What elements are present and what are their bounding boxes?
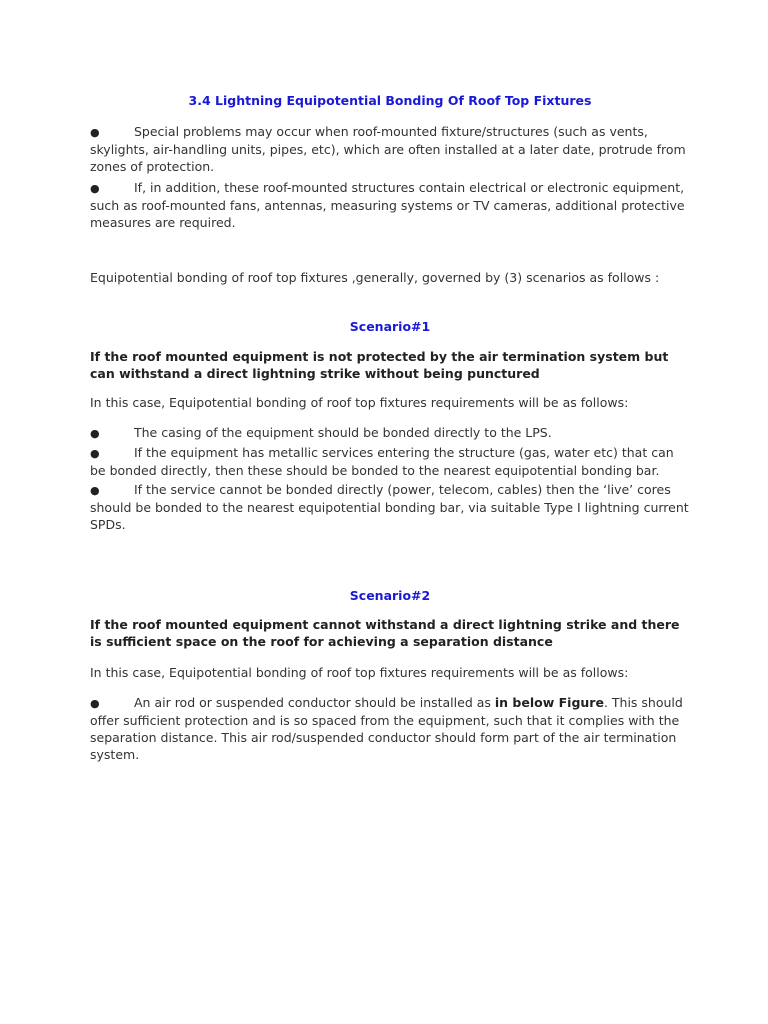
list-item (90, 444, 690, 479)
bullet-icon: ● (90, 182, 100, 195)
bullet-icon: ● (90, 427, 100, 440)
bullet-icon: ● (90, 126, 100, 139)
figure-reference: in below Figure (494, 695, 604, 710)
list-item (90, 123, 690, 175)
bullet-icon: ● (90, 484, 100, 497)
scenario-2-title: Scenario#2 (349, 588, 431, 603)
list-item (90, 424, 690, 442)
bullet-icon: ● (90, 697, 100, 710)
bullet-text: Special problems may occur when roof-mounted fixture/structures (such as vents, skylights, air-handling units, pipes, etc), which are often installed at a later date, protrude from zones of protection. (90, 124, 686, 174)
scenario-1-condition: If the roof mounted equipment is not protected by the air termination system but can withstand a direct lightning strike without being punctured (90, 349, 669, 381)
bullet-text: If the service cannot be bonded directly (power, telecom, cables) then the ‘live’ cores should be bonded to the nearest equipotential bonding bar, via suitable Type I lightning current SPDs. (90, 482, 689, 532)
bullet-text-start: An air rod or suspended conductor should be installed as (134, 695, 495, 710)
list-item (90, 179, 690, 231)
bullet-text: If the equipment has metallic services entering the structure (gas, water etc) that can be bonded directly, then these should be bonded to the nearest equipotential bonding bar. (90, 445, 674, 478)
intro-bullet-list (90, 123, 690, 231)
scenario-2-condition: If the roof mounted equipment cannot withstand a direct lightning strike and there is sufficient space on the roof for achieving a separation distance (90, 617, 680, 649)
scenarios-summary: Equipotential bonding of roof top fixtures ,generally, governed by (3) scenarios as follows : (90, 270, 660, 285)
section-title: 3.4 Lightning Equipotential Bonding Of Roof Top Fixtures (188, 93, 592, 108)
bullet-text: The casing of the equipment should be bonded directly to the LPS. (134, 425, 552, 440)
scenario-1-lead: In this case, Equipotential bonding of roof top fixtures requirements will be as follows: (90, 395, 629, 410)
bullet-text: If, in addition, these roof-mounted structures contain electrical or electronic equipment, such as roof-mounted fans, antennas, measuring systems or TV cameras, additional protective measures are required. (90, 180, 685, 230)
list-item (90, 694, 690, 763)
list-item (90, 481, 690, 533)
bullet-text-end: . This should offer sufficient protection and is so spaced from the equipment, such that it complies with the separation distance. This air rod/suspended conductor should form part of the air termination system. (90, 695, 683, 762)
bullet-icon: ● (90, 447, 100, 460)
scenario-1-title: Scenario#1 (349, 319, 431, 334)
scenario-1-bullet-list (90, 424, 690, 533)
document-page (90, 92, 690, 763)
scenario-2-lead: In this case, Equipotential bonding of roof top fixtures requirements will be as follows: (90, 665, 629, 680)
scenario-2-bullet-list (90, 694, 690, 763)
